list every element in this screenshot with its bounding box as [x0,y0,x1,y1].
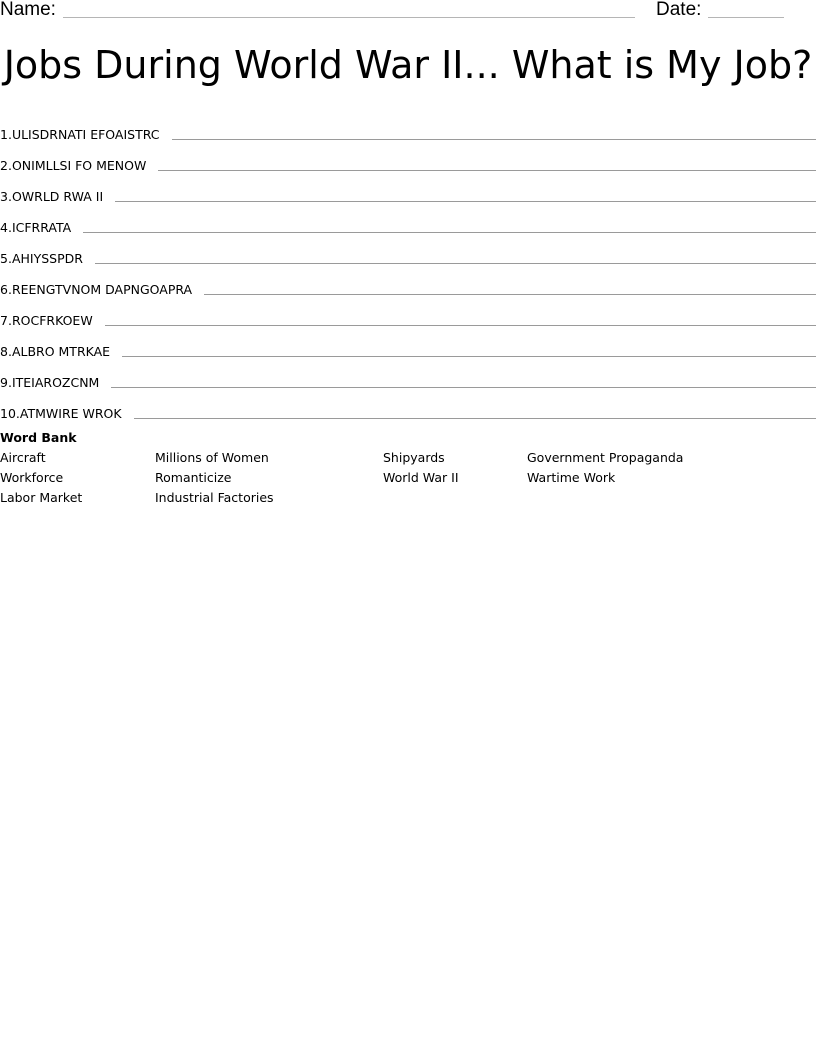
question-number: 8. [0,344,12,359]
scrambled-word: ATMWIRE WROK [19,406,122,421]
question-number: 5. [0,251,12,266]
answer-line[interactable] [204,294,816,295]
question-number: 1. [0,127,12,142]
question-number: 6. [0,282,12,297]
scrambled-word: ROCFRKOEW [11,313,93,328]
word-bank-item: Wartime Work [527,470,616,485]
question-row [0,390,816,421]
word-bank-grid [0,449,816,509]
answer-line[interactable] [158,170,816,171]
question-row [0,359,816,390]
name-answer-line[interactable] [63,17,635,18]
scrambled-word: OWRLD RWA II [11,189,104,204]
name-label: Name: [0,0,56,20]
scrambled-word: ALBRO MTRKAE [11,344,111,359]
question-row [0,204,816,235]
word-bank-item: World War II [383,470,459,485]
scrambled-word: AHIYSSPDR [11,251,83,266]
question-row [0,142,816,173]
question-number: 7. [0,313,12,328]
scrambled-word: ONIMLLSI FO MENOW [11,158,147,173]
question-list [0,111,816,421]
question-row [0,266,816,297]
answer-line[interactable] [111,387,816,388]
question-row [0,328,816,359]
answer-line[interactable] [122,356,816,357]
question-row [0,173,816,204]
word-bank-item: Millions of Women [155,450,269,465]
scrambled-word: ICFRRATA [11,220,72,235]
answer-line[interactable] [172,139,816,140]
word-bank [0,429,816,509]
word-bank-item: Government Propaganda [527,450,684,465]
question-row [0,111,816,142]
date-answer-line[interactable] [708,17,784,18]
word-bank-item: Labor Market [0,490,83,505]
answer-line[interactable] [95,263,816,264]
scrambled-word: REENGTVNOM DAPNGOAPRA [11,282,193,297]
question-number: 2. [0,158,12,173]
word-bank-item: Romanticize [155,470,232,485]
header-row [0,0,816,24]
word-bank-item: Industrial Factories [155,490,274,505]
scrambled-word: ITEIAROZCNM [11,375,100,390]
question-number: 10. [0,406,20,421]
word-bank-item: Aircraft [0,450,46,465]
worksheet-title: Jobs During World War II... What is My Job? [3,43,813,87]
question-number: 9. [0,375,12,390]
question-row [0,297,816,328]
word-bank-item: Shipyards [383,450,445,465]
word-bank-title: Word Bank [0,430,77,445]
scrambled-word: ULISDRNATI EFOAISTRC [11,127,160,142]
answer-line[interactable] [105,325,816,326]
date-label: Date: [656,0,702,20]
question-row [0,235,816,266]
question-number: 3. [0,189,12,204]
answer-line[interactable] [83,232,816,233]
answer-line[interactable] [134,418,816,419]
question-number: 4. [0,220,12,235]
answer-line[interactable] [115,201,816,202]
word-bank-item: Workforce [0,470,64,485]
